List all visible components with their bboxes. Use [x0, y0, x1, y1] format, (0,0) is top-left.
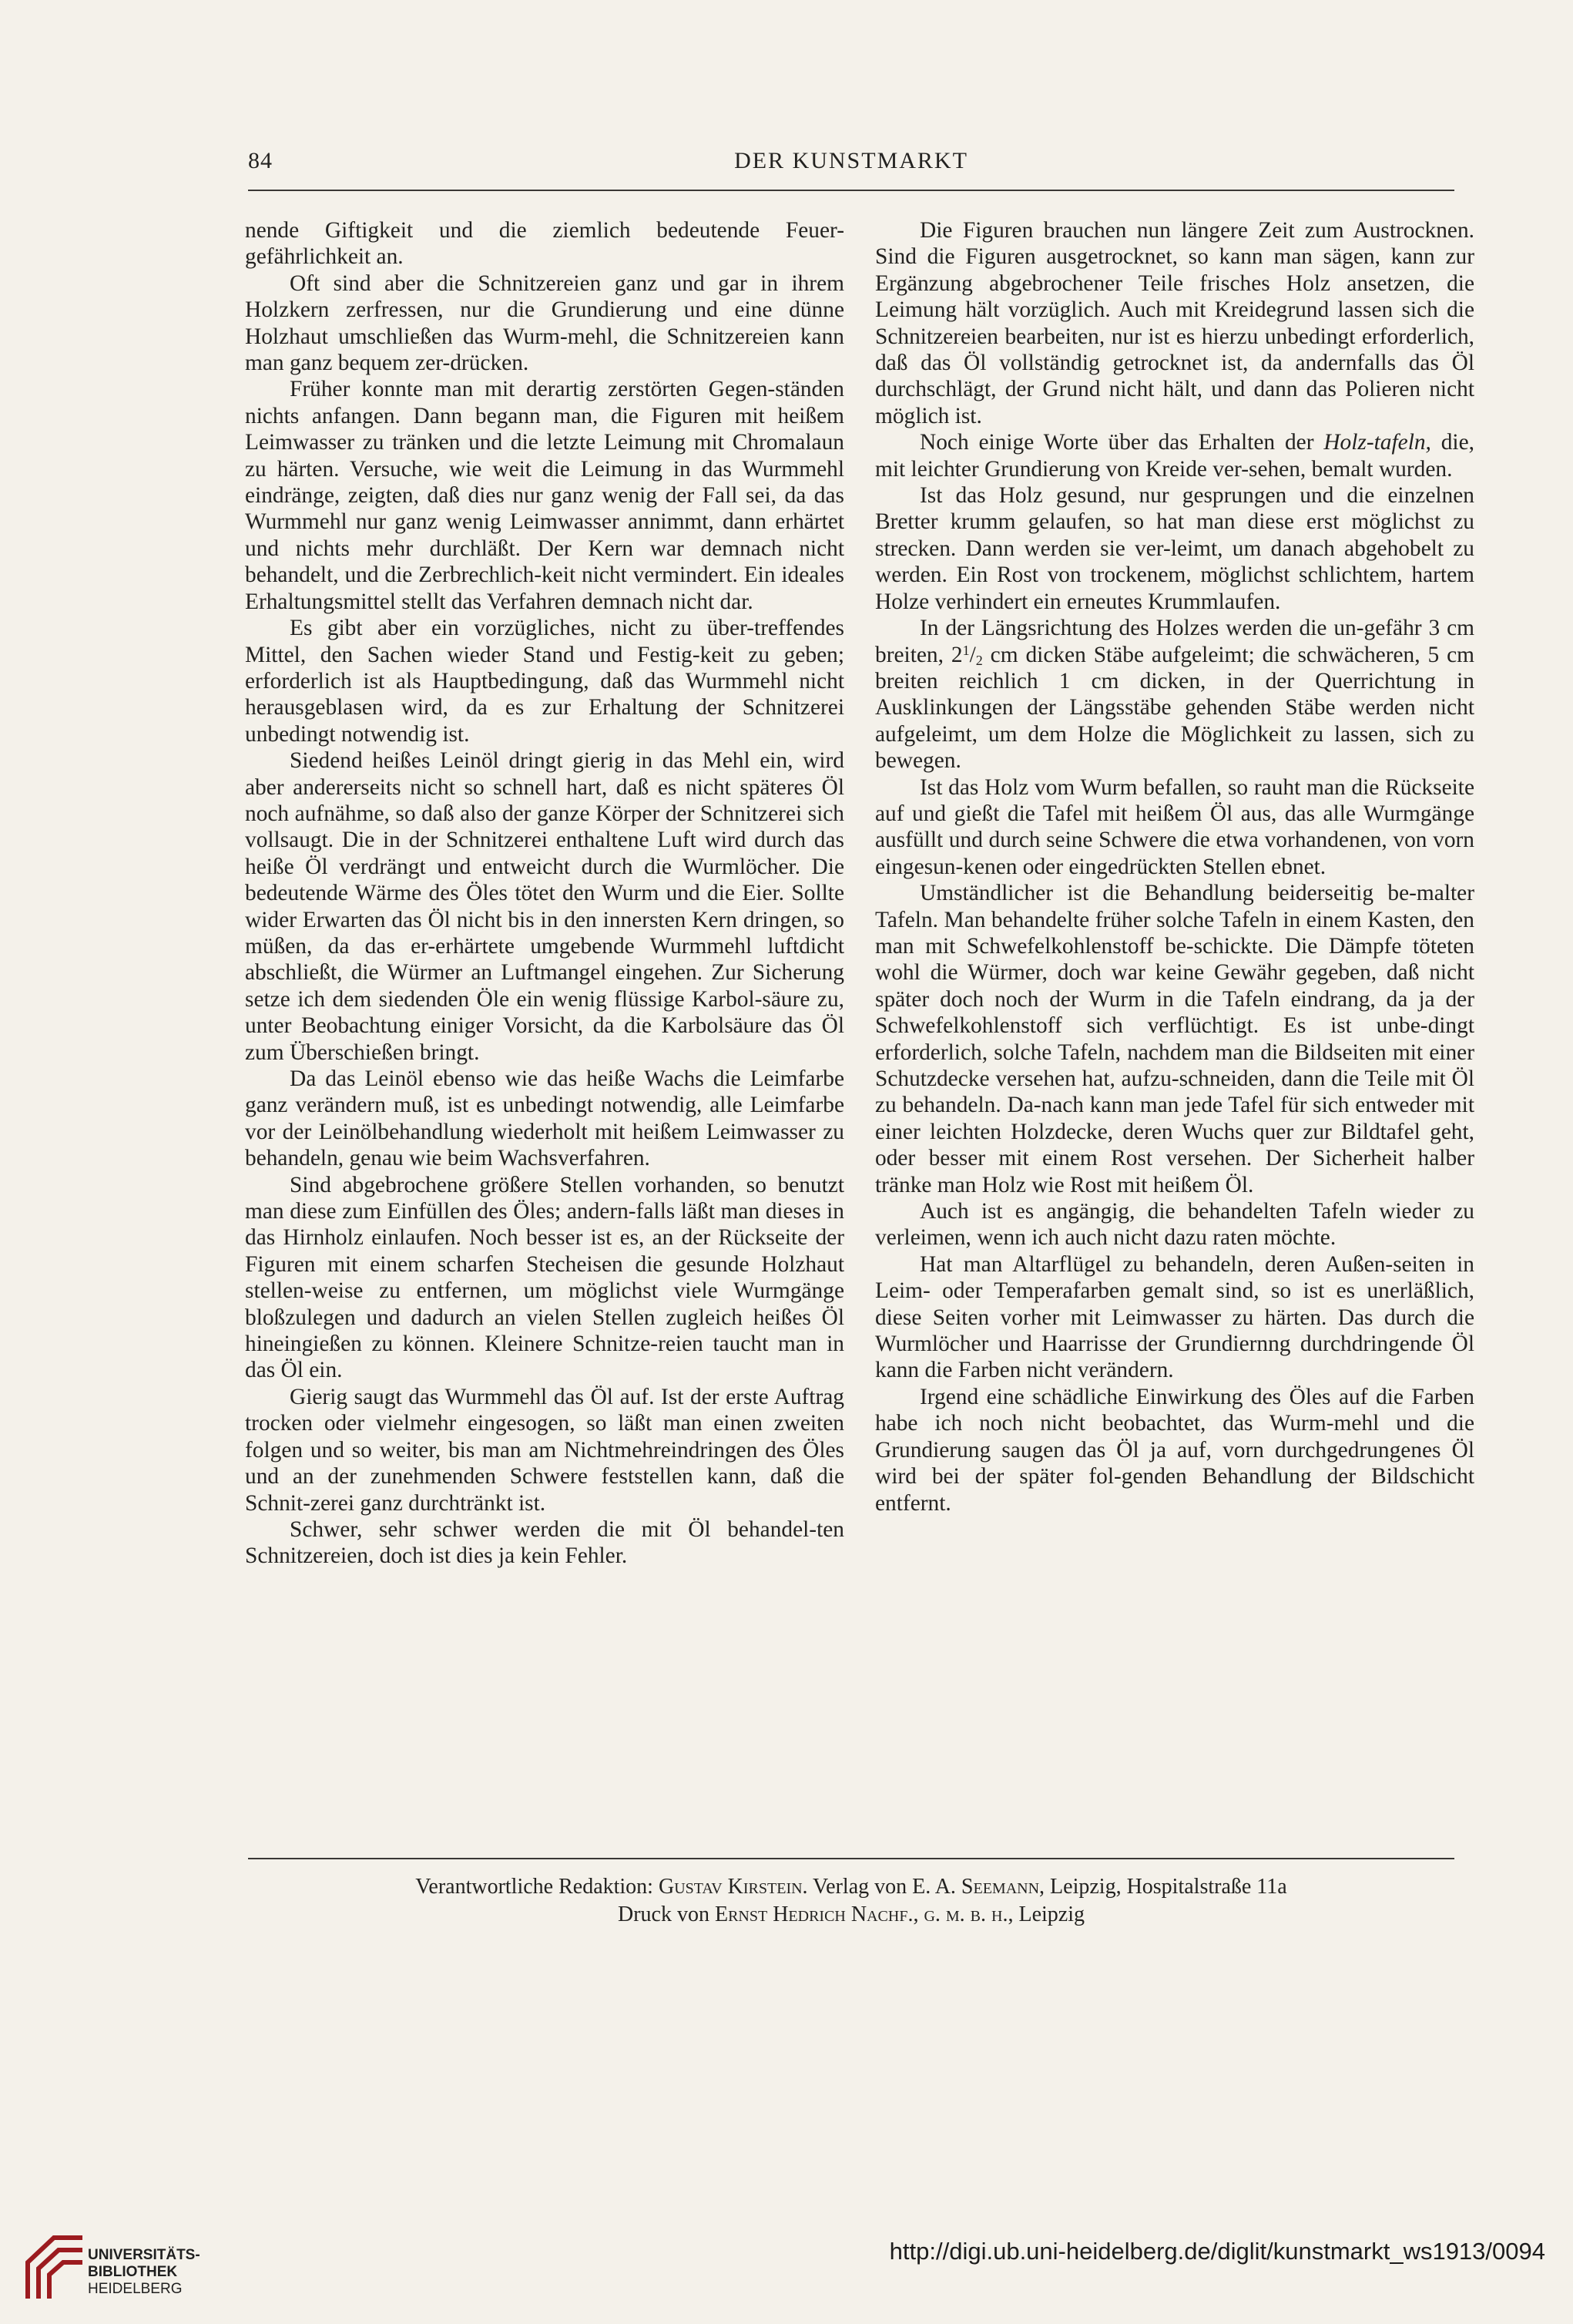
paragraph: Siedend heißes Leinöl dringt gierig in das Mehl ein, wird aber andererseits nicht so schnell hart, daß es nicht späteres Öl noch aufnähme, so daß also der ganze Körper der Schnitzerei sich vollsaugt. Die in der Schnitzerei enthaltene Luft wird durch das heiße Öl verdrängt und entweicht durch die Wurmlöcher. Die bedeutende Wärme des Öles tötet den Wurm und die Eier. Sollte wider Erwarten das Öl nicht bis in den innersten Kern dringen, so müßen, da das er-erhärtete umgebende Wurmmehl luftdicht abschließt, die Würmer an Luftmangel eingehen. Zur Sicherung setze ich dem siedenden Öle ein wenig flüssige Karbol-säure zu, unter Beobachtung einiger Vorsicht, da die Karbolsäure das Öl zum Überschießen bringt.: [245, 748, 844, 1065]
imprint-text: Verantwortliche Redaktion:: [415, 1875, 659, 1899]
text-run: cm dicken Stäbe aufgeleimt; die schwächeren, 5 cm breiten reichlich 1 cm dicken, in der Querrichtung in Ausklinkungen der Längsstäbe gehenden Stäbe werden nicht aufgeleimt, um dem Holze die Möglichkeit zu lassen, sich zu bewegen.: [875, 642, 1474, 774]
footer-rule: [248, 1858, 1454, 1859]
imprint-text: Verlag von: [807, 1875, 913, 1899]
imprint-printer: [248, 1902, 1454, 1928]
text-run: die, mit leichter Grundierung von Kreide ver-sehen, bemalt wurden.: [875, 430, 1474, 482]
library-name-line: UNIVERSITÄTS-: [88, 2247, 200, 2263]
page-number: 84: [248, 148, 273, 173]
paragraph: Es gibt aber ein vorzügliches, nicht zu über-treffendes Mittel, den Sachen wieder Stand und Festig-keit zu geben; erforderlich ist als Hauptbedingung, daß das Wurmmehl nicht herausgeblasen wird, da es zur Erhaltung der Schnitzerei unbedingt notwendig ist.: [245, 616, 844, 747]
text-column-right: [875, 217, 1474, 1516]
logo-stroke: [39, 2250, 80, 2296]
paragraph: Oft sind aber die Schnitzereien ganz und gar in ihrem Holzkern zerfressen, nur die Grundierung und eine dünne Holzhaut umschließen das Wurm-mehl, die Schnitzereien kann man ganz bequem zer-drücken.: [245, 270, 844, 376]
logo-stroke: [28, 2238, 80, 2296]
paragraph: Irgend eine schädliche Einwirkung des Öles auf die Farben habe ich noch nicht beobachtet, das Wurm-mehl und die Grundierung saugen das Öl ja auf, vorn durchgedrungenes Öl wird bei der später fol-genden Behandlung der Bildschicht entfernt.: [875, 1384, 1474, 1516]
imprint-text: Leipzig, Hospitalstraße 11a: [1045, 1875, 1287, 1899]
paragraph: Früher konnte man mit derartig zerstörten Gegen-ständen nichts anfangen. Dann begann man, die Figuren mit heißem Leimwasser zu tränken und die letzte Leimung mit Chromalaun zu härten. Versuche, wie weit die Leimung in das Wurmmehl eindränge, zeigten, daß dies nur ganz wenig der Fall sei, da das Wurmmehl nur ganz wenig Leimwasser annimmt, dann erhärtet und nichts mehr durchläßt. Der Kern war demnach nicht behandelt, und die Zerbrechlich-keit nicht vermindert. Ein ideales Erhaltungsmittel stellt das Verfahren demnach nicht dar.: [245, 377, 844, 614]
paragraph: nende Giftigkeit und die ziemlich bedeutende Feuer-gefährlichkeit an.: [245, 218, 844, 270]
fraction-numerator: 1: [962, 642, 970, 658]
paragraph: Auch ist es angängig, die behandelten Tafeln wieder zu verleimen, wenn ich auch nicht dazu raten möchte.: [875, 1199, 1474, 1251]
imprint-editorial: [248, 1874, 1454, 1900]
italic-term: Holz-tafeln,: [1323, 430, 1431, 455]
paragraph: Hat man Altarflügel zu behandeln, deren Außen-seiten in Leim- oder Temperafarben gemalt sind, so ist es unerläßlich, diese Seiten vorher mit Leimwasser zu härten. Das durch die Wurmlöcher und Haarrisse der Grundiernng durchdringende Öl kann die Farben nicht verändern.: [875, 1251, 1474, 1383]
paragraph: Ist das Holz gesund, nur gesprungen und die einzelnen Bretter krumm gelaufen, so hat man diese erst möglichst zu strecken. Dann werden sie ver-leimt, um danach abgehobelt zu werden. Ein Rost von trockenem, möglichst schlichtem, hartem Holze verhindert ein erneutes Krummlaufen.: [875, 483, 1474, 614]
library-name: [88, 2247, 200, 2298]
running-title: DER KUNSTMARKT: [734, 148, 968, 173]
paragraph-laengsrichtung: In der Längsrichtung des Holzes werden die un-gefähr 3 cm breiten, $2^1/_2$ cm dicken Stäbe aufgeleimt; die schwächeren, 5 cm breiten reichlich 1 cm dicken, in der Querrichtung in Ausklinkungen der Längsstäbe gehenden Stäbe werden nicht aufgeleimt, um dem Holze die Möglichkeit zu lassen, sich zu bewegen.: [875, 616, 1474, 774]
page-header: [248, 148, 1454, 182]
paragraph-holztafeln: [875, 429, 1474, 482]
paragraph: Die Figuren brauchen nun längere Zeit zum Austrocknen. Sind die Figuren ausgetrocknet, so kann man sägen, kann zur Ergänzung abgebrochener Teile frisches Holz ansetzen, die Leimung hält vorzüglich. Auch mit Kreidegrund lassen sich die Schnitzereien bearbeiten, nur ist es hierzu unbedingt erforderlich, daß das Öl vollständig getrocknet ist, da andernfalls das Öl durchschlägt, der Grund nicht hält, und dann das Polieren nicht möglich ist.: [875, 218, 1474, 428]
library-name-line: HEIDELBERG: [88, 2281, 183, 2297]
imprint-text: Druck von: [618, 1903, 715, 1926]
imprint-publisher: E. A. Seemann,: [912, 1875, 1045, 1899]
logo-stroke: [49, 2262, 80, 2296]
paragraph: Ist das Holz vom Wurm befallen, so rauht man die Rückseite auf und gießt die Tafel mit heißem Öl aus, das alle Wurmgänge ausfüllt und durch seine Schwere die etwa vorhandenen, von vorn eingesun-kenen oder eingedrückten Stellen ebnet.: [875, 774, 1474, 879]
source-url-link[interactable]: http://digi.ub.uni-heidelberg.de/diglit/kunstmarkt_ws1913/0094: [889, 2238, 1545, 2265]
paragraph: Da das Leinöl ebenso wie das heiße Wachs die Leimfarbe ganz verändern muß, ist es unbedingt notwendig, alle Leimfarbe vor der Leinölbehandlung wiederholt mit heißem Leimwasser zu behandeln, genau wie beim Wachsverfahren.: [245, 1066, 844, 1171]
fraction-denominator: 2: [975, 652, 983, 668]
library-name-line: BIBLIOTHEK: [88, 2264, 178, 2280]
paragraph: Sind abgebrochene größere Stellen vorhanden, so benutzt man diese zum Einfüllen des Öles; andern-falls läßt man dieses in das Hirnholz einlaufen. Noch besser ist es, an der Rückseite der Figuren mit einem scharfen Stecheisen die gesunde Holzhaut stellen-weise zu entfernen, um möglichst viele Wurmgänge bloßzulegen und dadurch an vielen Stellen zugleich heißes Öl hineingießen zu können. Kleinere Schnitze-reien taucht man in das Öl ein.: [245, 1172, 844, 1383]
text-run: Noch einige Worte über das Erhalten der: [920, 430, 1324, 455]
imprint-editor: Gustav Kirstein.: [658, 1875, 808, 1899]
text-run: In der Längsrichtung des Holzes werden die un-gefähr 3 cm breiten, 2: [875, 616, 1474, 667]
text-column-left: [245, 217, 844, 1570]
imprint-text: Leipzig: [1013, 1903, 1085, 1926]
heidelberg-library-logo-icon: [14, 2228, 91, 2306]
header-rule: [248, 190, 1454, 191]
paragraph: Schwer, sehr schwer werden die mit Öl behandel-ten Schnitzereien, doch ist dies ja kein Fehler.: [245, 1516, 844, 1569]
paragraph: Umständlicher ist die Behandlung beiderseitig be-malter Tafeln. Man behandelte früher solche Tafeln in einem Kasten, den man mit Schwefelkohlenstoff be-schickte. Die Dämpfe töteten wohl die Würmer, doch war keine Gewähr gegeben, daß nicht später doch noch der Wurm in die Tafeln eindrang, da ja der Schwefelkohlenstoff sich verflüchtigt. Es ist unbe-dingt erforderlich, solche Tafeln, nachdem man die Bildseiten mit einer Schutzdecke versehen hat, aufzu-schneiden, dann die Teile mit Öl zu behandeln. Da-nach kann man jede Tafel für sich entweder mit einer leichten Holzdecke, deren Wuchs quer zur Bildtafel geht, oder besser mit einem Rost versehen. Der Sicherheit halber tränke man Holz wie Rost mit heißem Öl.: [875, 881, 1474, 1197]
paragraph: Gierig saugt das Wurmmehl das Öl auf. Ist der erste Auftrag trocken oder vielmehr eingesogen, so läßt man einen zweiten folgen und so weiter, bis man am Nichtmehreindringen des Öles und an der zunehmenden Schwere feststellen kann, daß die Schnit-zerei ganz durchtränkt ist.: [245, 1384, 844, 1516]
imprint-printer-name: Ernst Hedrich Nachf., g. m. b. h.,: [714, 1903, 1014, 1926]
